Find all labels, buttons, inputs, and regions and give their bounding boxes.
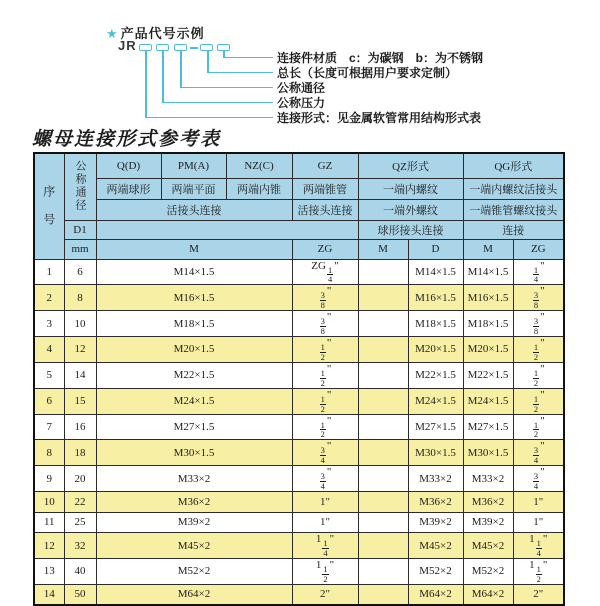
cell-qg-m: M27×1.5	[463, 414, 513, 440]
cell-mm: 18	[64, 440, 96, 466]
cell-gz: ZG $\frac{1}{4}$ "	[292, 259, 358, 285]
cell-qz-d: M33×2	[408, 466, 463, 492]
header-col-gz: GZ	[292, 153, 358, 178]
header-qz-d-label: D	[408, 239, 463, 259]
cell-qz-d: M20×1.5	[408, 337, 463, 363]
cell-gz: $\frac{3}{4}$ "	[292, 466, 358, 492]
cell-qz-d: M45×2	[408, 533, 463, 559]
header-qz-desc1: 一端内螺纹	[358, 178, 463, 199]
cell-qz-m	[358, 440, 408, 466]
connector-line	[207, 72, 273, 74]
cell-qz-m	[358, 362, 408, 388]
cell-qz-d: M16×1.5	[408, 285, 463, 311]
header-col-pm: PM(A)	[161, 153, 226, 178]
cell-qz-m	[358, 388, 408, 414]
cell-qz-d: M18×1.5	[408, 311, 463, 337]
cell-seq: 13	[34, 558, 64, 584]
header-col-qz: QZ形式	[358, 153, 463, 178]
cell-gz: 1"	[292, 512, 358, 533]
cell-gz: 1 $\frac{1}{2}$ "	[292, 558, 358, 584]
cell-seq: 7	[34, 414, 64, 440]
cell-mm: 6	[64, 259, 96, 285]
connector-line	[145, 50, 147, 118]
nut-connection-table	[33, 152, 565, 606]
cell-m: M24×1.5	[96, 388, 292, 414]
cell-qz-d: M14×1.5	[408, 259, 463, 285]
table-row	[34, 466, 564, 492]
cell-qz-m	[358, 512, 408, 533]
cell-m: M22×1.5	[96, 362, 292, 388]
header-col-nz: NZ(C)	[226, 153, 292, 178]
cell-mm: 50	[64, 584, 96, 605]
header-qg-conn: 连接	[463, 220, 564, 239]
header-qg-m-label: M	[463, 239, 513, 259]
table-row	[34, 492, 564, 513]
cell-mm: 12	[64, 337, 96, 363]
cell-qg-m: M45×2	[463, 533, 513, 559]
table-row	[34, 584, 564, 605]
star-icon: ★	[106, 26, 119, 41]
cell-qg-zg: $\frac{1}{4}$ "	[513, 259, 564, 285]
code-label-nominal-pressure: 公称压力	[277, 96, 326, 110]
table-title: 螺母连接形式参考表	[32, 129, 222, 150]
cell-mm: 22	[64, 492, 96, 513]
table-row	[34, 285, 564, 311]
header-seq: 序号	[34, 153, 64, 259]
cell-qg-zg: $\frac{3}{8}$ "	[513, 285, 564, 311]
cell-m: M64×2	[96, 584, 292, 605]
cell-m: M36×2	[96, 492, 292, 513]
header-qz-desc2: 一端外螺纹	[358, 199, 463, 220]
cell-qg-zg: $\frac{3}{4}$ "	[513, 440, 564, 466]
cell-mm: 16	[64, 414, 96, 440]
cell-gz: $\frac{1}{2}$ "	[292, 337, 358, 363]
connector-line	[145, 117, 273, 119]
table-row	[34, 512, 564, 533]
cell-seq: 11	[34, 512, 64, 533]
cell-qg-zg: $\frac{1}{2}$ "	[513, 362, 564, 388]
cell-qz-d: M24×1.5	[408, 388, 463, 414]
cell-seq: 9	[34, 466, 64, 492]
cell-qg-m: M22×1.5	[463, 362, 513, 388]
cell-gz: $\frac{1}{2}$ "	[292, 414, 358, 440]
dash-separator	[190, 47, 198, 49]
table-row	[34, 440, 564, 466]
table-row	[34, 311, 564, 337]
cell-seq: 4	[34, 337, 64, 363]
cell-qg-m: M24×1.5	[463, 388, 513, 414]
header-qg-zg-label: ZG	[513, 239, 564, 259]
cell-qg-m: M36×2	[463, 492, 513, 513]
table-row	[34, 337, 564, 363]
cell-mm: 8	[64, 285, 96, 311]
cell-m: M20×1.5	[96, 337, 292, 363]
header-pm-desc: 两端平面	[161, 178, 226, 199]
cell-gz: $\frac{1}{2}$ "	[292, 362, 358, 388]
cell-qz-m	[358, 533, 408, 559]
code-label-material: 连接件材质 c：为碳钢 b：为不锈钢	[277, 51, 484, 65]
cell-gz: $\frac{3}{4}$ "	[292, 440, 358, 466]
cell-qz-m	[358, 466, 408, 492]
header-q-desc: 两端球形	[96, 178, 161, 199]
cell-qz-d: M22×1.5	[408, 362, 463, 388]
header-qg-desc1: 一端内螺纹活接头	[463, 178, 564, 199]
cell-qg-zg: $\frac{1}{2}$ "	[513, 337, 564, 363]
header-qg-desc2: 一端锥管螺纹接头	[463, 199, 564, 220]
cell-mm: 14	[64, 362, 96, 388]
header-union-conn: 活接头连接	[96, 199, 292, 220]
cell-m: M33×2	[96, 466, 292, 492]
connector-line	[162, 102, 273, 104]
cell-qg-m: M18×1.5	[463, 311, 513, 337]
cell-gz: 1"	[292, 492, 358, 513]
cell-m: M52×2	[96, 558, 292, 584]
cell-qz-d: M39×2	[408, 512, 463, 533]
table-row	[34, 414, 564, 440]
table-row	[34, 388, 564, 414]
cell-qg-zg: $\frac{1}{2}$ "	[513, 388, 564, 414]
cell-qg-m: M16×1.5	[463, 285, 513, 311]
cell-mm: 40	[64, 558, 96, 584]
cell-qz-m	[358, 311, 408, 337]
table-body	[34, 259, 564, 605]
cell-seq: 10	[34, 492, 64, 513]
cell-mm: 10	[64, 311, 96, 337]
cell-gz: $\frac{3}{8}$ "	[292, 285, 358, 311]
cell-m: M39×2	[96, 512, 292, 533]
header-gz-conn: 活接头连接	[292, 199, 358, 220]
cell-qg-zg: 1"	[513, 512, 564, 533]
product-code-heading-text: 产品代号示例	[120, 26, 205, 41]
cell-m: M30×1.5	[96, 440, 292, 466]
cell-qg-m: M20×1.5	[463, 337, 513, 363]
code-label-nominal-diameter: 公称通径	[277, 81, 326, 95]
header-col-qg: QG形式	[463, 153, 564, 178]
connector-line	[207, 50, 209, 73]
header-col-q: Q(D)	[96, 153, 161, 178]
cell-qg-zg: 1"	[513, 492, 564, 513]
cell-qz-m	[358, 337, 408, 363]
connector-line	[223, 57, 273, 59]
code-label-connection-form: 连接形式：见金属软管常用结构形式表	[277, 111, 482, 125]
cell-seq: 5	[34, 362, 64, 388]
cell-qz-m	[358, 558, 408, 584]
cell-qg-m: M14×1.5	[463, 259, 513, 285]
table-header	[34, 153, 564, 259]
cell-qz-d: M64×2	[408, 584, 463, 605]
cell-seq: 3	[34, 311, 64, 337]
header-gz-desc: 两端锥管	[292, 178, 358, 199]
cell-seq: 6	[34, 388, 64, 414]
header-d1: D1	[64, 220, 96, 239]
cell-m: M16×1.5	[96, 285, 292, 311]
cell-qz-d: M27×1.5	[408, 414, 463, 440]
cell-gz: $\frac{1}{2}$ "	[292, 388, 358, 414]
header-diameter: 公称通径	[64, 153, 96, 220]
connector-line	[162, 50, 164, 103]
cell-qz-m	[358, 492, 408, 513]
cell-qz-m	[358, 285, 408, 311]
cell-qg-m: M64×2	[463, 584, 513, 605]
cell-m: M45×2	[96, 533, 292, 559]
cell-gz: $\frac{3}{8}$ "	[292, 311, 358, 337]
cell-mm: 15	[64, 388, 96, 414]
header-m-label: M	[96, 239, 292, 259]
code-label-total-length: 总长（长度可根据用户要求定制）	[277, 66, 458, 80]
table-row	[34, 533, 564, 559]
cell-mm: 25	[64, 512, 96, 533]
cell-seq: 12	[34, 533, 64, 559]
cell-gz: 1 $\frac{1}{4}$ "	[292, 533, 358, 559]
cell-qg-m: M30×1.5	[463, 440, 513, 466]
header-empty	[96, 220, 358, 239]
cell-seq: 1	[34, 259, 64, 285]
cell-qg-zg: 1 $\frac{1}{4}$ "	[513, 533, 564, 559]
cell-mm: 32	[64, 533, 96, 559]
cell-qz-m	[358, 259, 408, 285]
cell-seq: 8	[34, 440, 64, 466]
cell-m: M14×1.5	[96, 259, 292, 285]
cell-mm: 20	[64, 466, 96, 492]
connector-line	[180, 50, 182, 88]
cell-qz-d: M36×2	[408, 492, 463, 513]
cell-qg-zg: $\frac{3}{8}$ "	[513, 311, 564, 337]
cell-gz: 2"	[292, 584, 358, 605]
cell-seq: 2	[34, 285, 64, 311]
cell-qz-d: M30×1.5	[408, 440, 463, 466]
connector-line	[180, 87, 273, 89]
cell-qg-zg: $\frac{3}{4}$ "	[513, 466, 564, 492]
cell-qg-zg: 1 $\frac{1}{2}$ "	[513, 558, 564, 584]
cell-qg-zg: 2"	[513, 584, 564, 605]
cell-qz-d: M52×2	[408, 558, 463, 584]
header-qz-conn: 球形接头连接	[358, 220, 463, 239]
table-row	[34, 259, 564, 285]
header-zg-label: ZG	[292, 239, 358, 259]
cell-m: M27×1.5	[96, 414, 292, 440]
cell-m: M18×1.5	[96, 311, 292, 337]
cell-qg-m: M39×2	[463, 512, 513, 533]
header-mm: mm	[64, 239, 96, 259]
table-row	[34, 558, 564, 584]
cell-qg-m: M52×2	[463, 558, 513, 584]
cell-qz-m	[358, 414, 408, 440]
cell-qg-m: M33×2	[463, 466, 513, 492]
header-nz-desc: 两端内锥	[226, 178, 292, 199]
cell-seq: 14	[34, 584, 64, 605]
cell-qg-zg: $\frac{1}{2}$ "	[513, 414, 564, 440]
table-row	[34, 362, 564, 388]
cell-qz-m	[358, 584, 408, 605]
product-code-prefix: JR	[118, 38, 137, 53]
header-qz-m-label: M	[358, 239, 408, 259]
